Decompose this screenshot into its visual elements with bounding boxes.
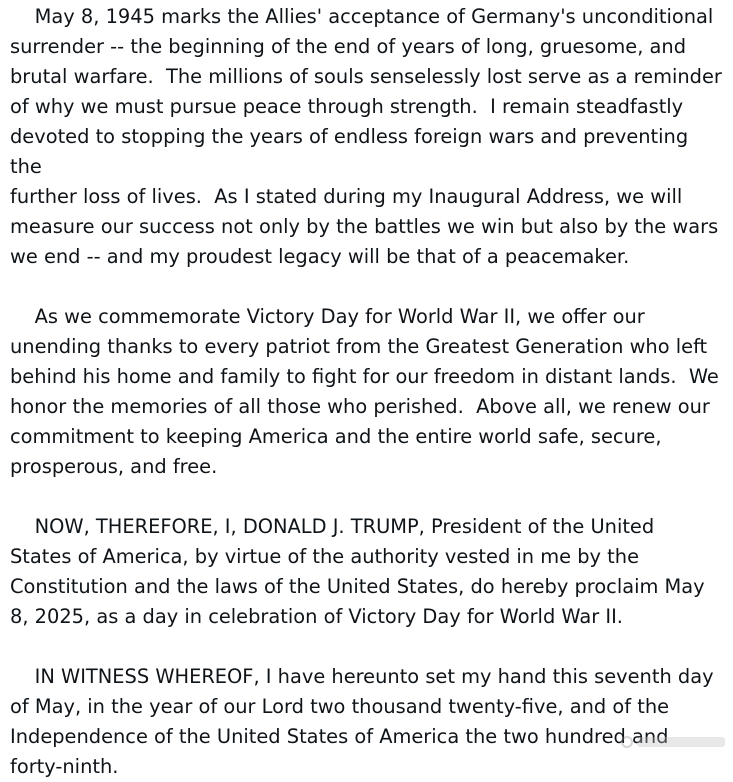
paragraph-proclamation: NOW, THEREFORE, I, DONALD J. TRUMP, President of the United States of America, by virtue of the authority vested in me by the Constitution and the laws of the United States, do hereby proclaim May 8, 2025, as a day in celebration of Victory Day for World War II. [10,515,705,628]
paragraph-spacer [10,482,726,512]
watermark [621,736,725,748]
paragraph-witness-whereof: IN WITNESS WHEREOF, I have hereunto set my hand this seventh day of May, in the year of our Lord two thousand twenty-five, and of the Independence of the United States of America the two hundred forty-ninth. [10,665,714,778]
document-body [10,2,726,782]
watermark-logo-icon [621,736,633,748]
paragraph-spacer [10,632,726,662]
paragraph-commemoration: As we commemorate Victory Day for World War II, we offer our unending thanks to every patriot from the Greatest Generation who left behind his home and family to fight for our freedom in distant lands. We honor the memories of all those who perished. Above all, we renew our commitment to keeping America and the entire world safe, secure, prosperous, and free. [10,305,719,478]
paragraph-victory-day-intro: May 8, 1945 marks the Allies' acceptance of Germany's unconditional surrender -- the beginning of the end of years of long, gruesome, and brutal warfare. The millions of souls senselessly lost serve as a reminder of why we must pursue peace through strength. I remain steadfastly devoted to stopping the years of endless foreign wars and preventing the further loss of lives. As I stated during my Inaugural Address, we will measure our success not only by the battles we win but also by the wars we end -- and my proudest legacy will be that of a peacemaker. [10,5,722,268]
watermark-text-blur [637,737,725,747]
paragraph-spacer [10,272,726,302]
